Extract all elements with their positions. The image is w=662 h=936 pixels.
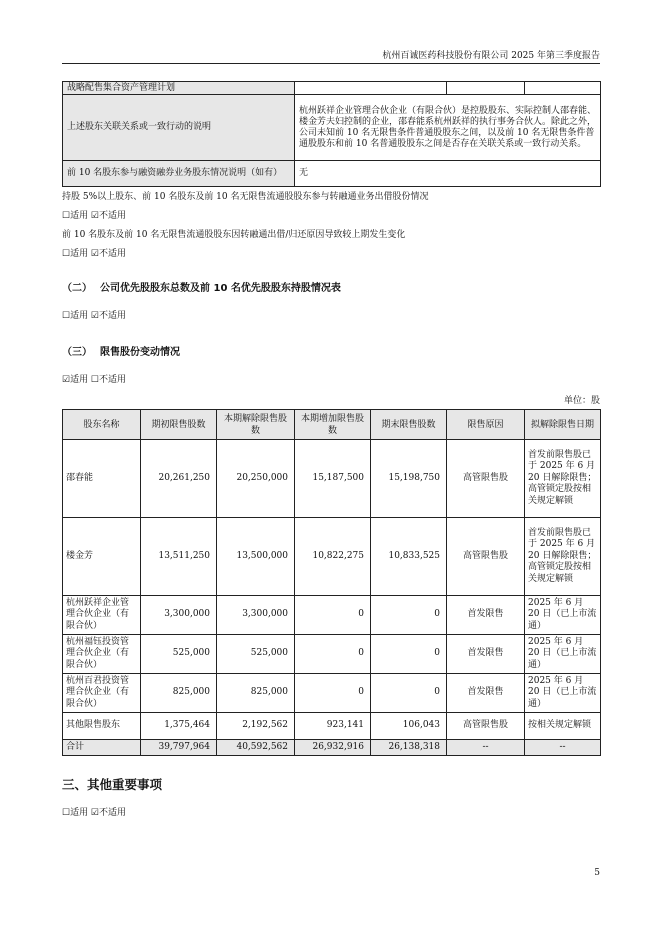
cell-number: 20,261,250 (141, 440, 217, 518)
page-header: 杭州百诚医药科技股份有限公司 2025 年第三季度报告 (382, 51, 600, 61)
section-other-matters: 三、其他重要事项 (62, 777, 163, 792)
section-number: （二） (62, 283, 92, 294)
paragraph-securities-lending: 持股 5%以上股东、前 10 名股东及前 10 名无限售流通股股东参与转融通业务出借股份情况 (62, 192, 429, 202)
cell-number: 39,797,964 (141, 740, 217, 756)
cell-number: 15,187,500 (295, 440, 371, 518)
empty-cell (447, 82, 525, 95)
cell-number: 3,300,000 (217, 596, 295, 635)
table-row (63, 596, 601, 635)
page-number: 5 (594, 868, 600, 878)
table-row (63, 518, 601, 596)
header-divider (62, 63, 600, 64)
table-row (63, 713, 601, 740)
cell-number: 0 (295, 635, 371, 674)
margin-trading-label: 前 10 名股东参与融资融券业务股东情况说明（如有） (63, 161, 295, 187)
unit-label: 单位：股 (563, 396, 600, 406)
cell-dash: -- (447, 740, 525, 756)
margin-trading-value: 无 (295, 161, 601, 187)
table-row (63, 674, 601, 713)
cell-name: 杭州跃祥企业管理合伙企业（有限合伙） (63, 596, 141, 635)
col-header: 期初限售股数 (141, 410, 217, 440)
cell-reason: 首发限售 (447, 674, 525, 713)
cell-number: 26,138,318 (371, 740, 447, 756)
cell-number: 13,500,000 (217, 518, 295, 596)
cell-number: 3,300,000 (141, 596, 217, 635)
col-header: 期末限售股数 (371, 410, 447, 440)
section-title: 公司优先股股东总数及前 10 名优先股股东持股情况表 (100, 283, 341, 294)
cell-number: 1,375,464 (141, 713, 217, 740)
option-not-applicable: ☐适用 ☑不适用 (62, 249, 126, 259)
cell-reason: 高管限售股 (447, 440, 525, 518)
cell-date: 首发前限售股已于 2025 年 6 月 20 日解除限售；高管锁定股按相关规定解锁 (525, 518, 601, 596)
cell-number: 0 (371, 596, 447, 635)
strategic-placement-label: 战略配售集合资产管理计划 (63, 82, 295, 95)
cell-reason: 高管限售股 (447, 713, 525, 740)
relation-label: 上述股东关联关系或一致行动的说明 (63, 95, 295, 161)
cell-number: 20,250,000 (217, 440, 295, 518)
cell-name: 楼金芳 (63, 518, 141, 596)
cell-dash: -- (525, 740, 601, 756)
cell-reason: 首发限售 (447, 635, 525, 674)
table-header-row (63, 410, 601, 440)
cell-number: 15,198,750 (371, 440, 447, 518)
cell-reason: 高管限售股 (447, 518, 525, 596)
cell-number: 10,833,525 (371, 518, 447, 596)
cell-number: 40,592,562 (217, 740, 295, 756)
cell-number: 0 (371, 635, 447, 674)
restricted-shares-table (62, 409, 601, 756)
cell-date: 按相关规定解锁 (525, 713, 601, 740)
cell-number: 0 (371, 674, 447, 713)
cell-reason: 首发限售 (447, 596, 525, 635)
cell-number: 525,000 (217, 635, 295, 674)
cell-number: 923,141 (295, 713, 371, 740)
cell-number: 13,511,250 (141, 518, 217, 596)
section-restricted-shares (62, 343, 180, 358)
cell-name: 杭州百君投资管理合伙企业（有限合伙） (63, 674, 141, 713)
relation-description: 杭州跃祥企业管理合伙企业（有限合伙）是控股股东、实际控制人邵春能、楼金芳夫妇控制的企业，邵春能系杭州跃祥的执行事务合伙人。除此之外，公司未知前 10 名无限售条件普通股股东之间，以及前 10 名无限售条件普通股股东和前 10 名普通股股东之间是否存在关联关系或一致行动关系。 (295, 95, 601, 161)
cell-date: 2025 年 6 月 20 日（已上市流通） (525, 635, 601, 674)
cell-number: 825,000 (217, 674, 295, 713)
cell-name: 杭州福钰投资管理合伙企业（有限合伙） (63, 635, 141, 674)
cell-number: 2,192,562 (217, 713, 295, 740)
option-not-applicable: ☐适用 ☑不适用 (62, 311, 126, 321)
empty-cell (295, 82, 447, 95)
cell-name: 其他限售股东 (63, 713, 141, 740)
table-row (63, 635, 601, 674)
option-not-applicable: ☐适用 ☑不适用 (62, 211, 126, 221)
cell-name: 邵春能 (63, 440, 141, 518)
cell-number: 0 (295, 674, 371, 713)
cell-date: 首发前限售股已于 2025 年 6 月 20 日解除限售；高管锁定股按相关规定解锁 (525, 440, 601, 518)
table-total-row (63, 740, 601, 756)
cell-total-label: 合计 (63, 740, 141, 756)
option-applicable: ☑适用 ☐不适用 (62, 375, 126, 385)
col-header: 股东名称 (63, 410, 141, 440)
shareholder-relation-table (62, 81, 601, 187)
table-row (63, 440, 601, 518)
col-header: 本期解除限售股数 (217, 410, 295, 440)
option-not-applicable: ☐适用 ☑不适用 (62, 808, 126, 818)
cell-number: 0 (295, 596, 371, 635)
paragraph-lending-change: 前 10 名股东及前 10 名无限售流通股股东因转融通出借/归还原因导致较上期发生变化 (62, 230, 406, 240)
cell-number: 10,822,275 (295, 518, 371, 596)
col-header: 限售原因 (447, 410, 525, 440)
section-number: （三） (62, 347, 92, 358)
section-preferred-shares (62, 279, 341, 294)
section-title: 限售股份变动情况 (100, 347, 180, 358)
cell-date: 2025 年 6 月 20 日（已上市流通） (525, 596, 601, 635)
cell-number: 525,000 (141, 635, 217, 674)
cell-number: 26,932,916 (295, 740, 371, 756)
cell-number: 106,043 (371, 713, 447, 740)
cell-number: 825,000 (141, 674, 217, 713)
empty-cell (525, 82, 601, 95)
col-header: 本期增加限售股数 (295, 410, 371, 440)
cell-date: 2025 年 6 月 20 日（已上市流通） (525, 674, 601, 713)
col-header: 拟解除限售日期 (525, 410, 601, 440)
